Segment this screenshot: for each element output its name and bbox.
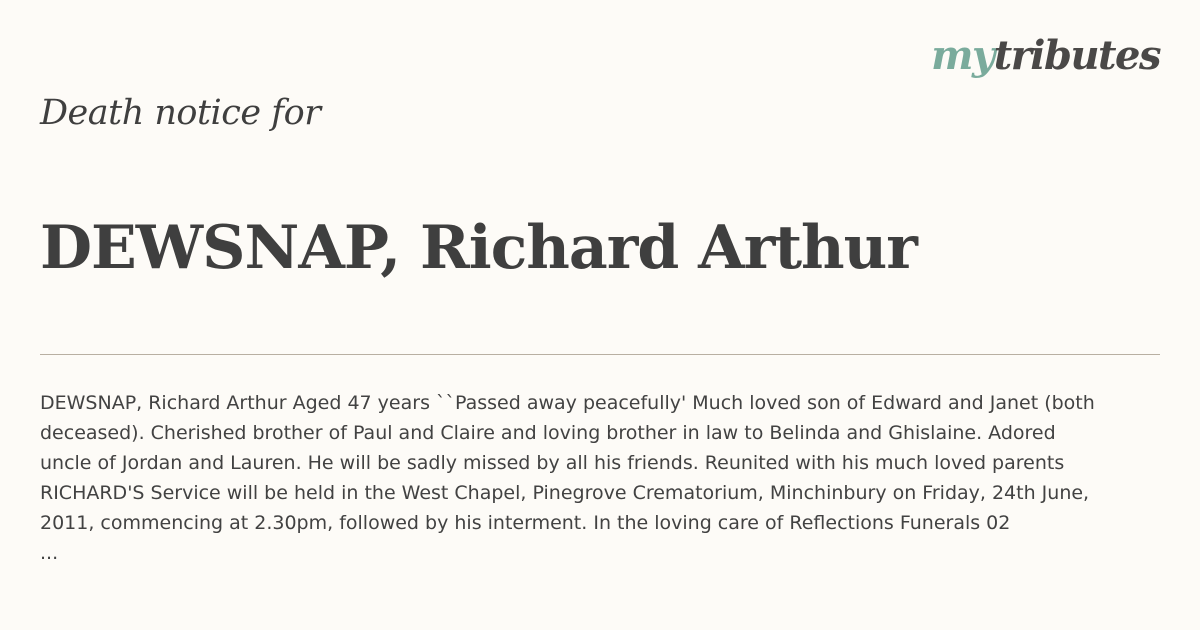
logo-tributes: tributes (993, 32, 1160, 79)
logo-my: my (931, 32, 994, 79)
notice-line: DEWSNAP, Richard Arthur Aged 47 years ``Passed away peacefully' Much loved son of Edward and Janet (both (40, 392, 1095, 414)
notice-line: RICHARD'S Service will be held in the West Chapel, Pinegrove Crematorium, Minchinbury on Friday, 24th June, (40, 482, 1090, 504)
notice-kicker: Death notice for (40, 93, 321, 133)
notice-ellipsis: ... (40, 542, 59, 564)
notice-line: 2011, commencing at 2.30pm, followed by his interment. In the loving care of Reflections Funerals 02 (40, 512, 1011, 534)
notice-body (40, 388, 1160, 568)
notice-line: uncle of Jordan and Lauren. He will be sadly missed by all his friends. Reunited with his much loved parents (40, 452, 1065, 474)
notice-line: deceased). Cherished brother of Paul and Claire and loving brother in law to Belinda and Ghislaine. Adored (40, 422, 1056, 444)
divider (40, 354, 1160, 355)
deceased-name: DEWSNAP, Richard Arthur (40, 213, 917, 283)
mytributes-logo[interactable] (931, 32, 1160, 79)
